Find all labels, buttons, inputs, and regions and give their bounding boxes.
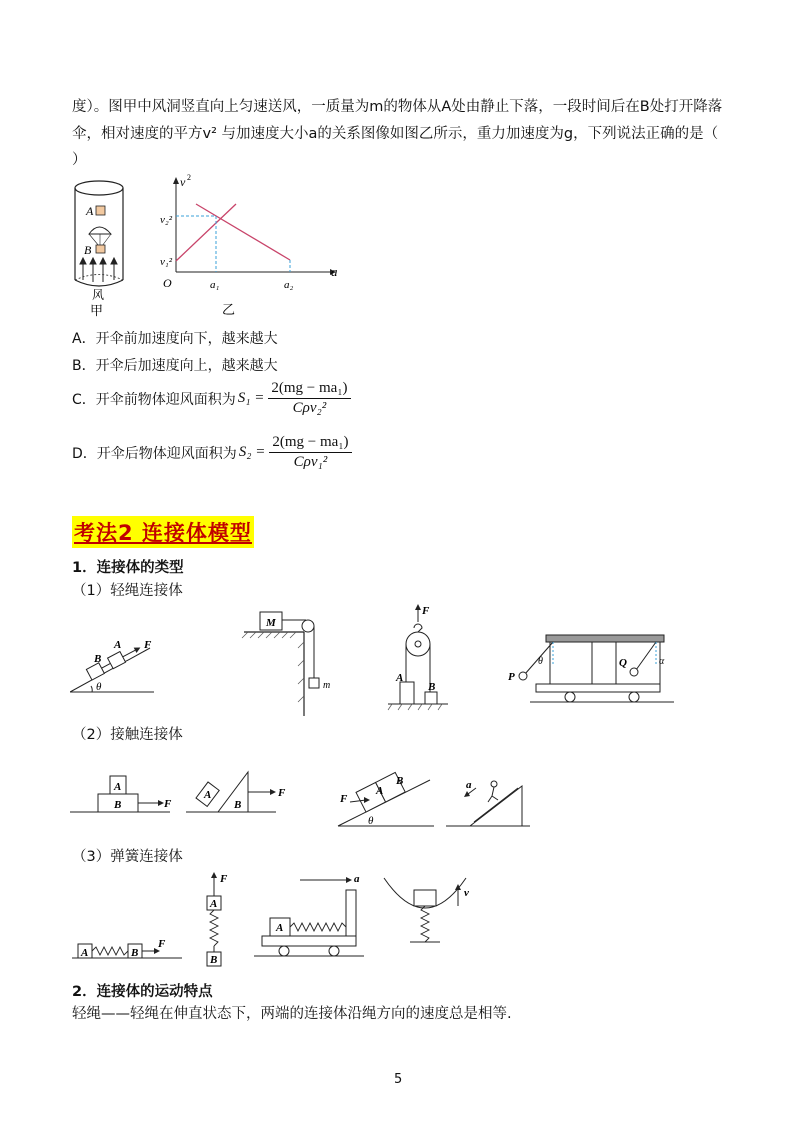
- svg-text:B: B: [210, 954, 218, 966]
- svg-text:F: F: [422, 605, 430, 617]
- subsection-2-text: 轻绳——轻绳在伸直状态下，两端的连接体沿绳方向的速度总是相等.: [72, 1006, 512, 1022]
- option-d-text: D．开伞后物体迎风面积为: [72, 445, 237, 462]
- option-b: B．开伞后加速度向上，越来越大: [72, 358, 278, 374]
- sub2-contact-title: （2）接触连接体: [72, 727, 183, 743]
- page-number: 5: [394, 1072, 403, 1087]
- svg-text:a: a: [466, 779, 472, 791]
- rope-cart-pendulums: [508, 635, 674, 702]
- svg-text:v: v: [464, 887, 469, 899]
- svg-text:v: v: [180, 175, 186, 189]
- line-before-open: [176, 204, 236, 261]
- svg-text:F: F: [158, 938, 166, 950]
- label-B: B: [84, 243, 92, 257]
- sub3-spring-title: （3）弹簧连接体: [72, 849, 183, 865]
- tick-a2: a₂: [284, 279, 294, 291]
- svg-text:B: B: [234, 799, 242, 811]
- caption-yi: 乙: [222, 302, 236, 317]
- contact-wedge: [186, 772, 286, 812]
- section-heading: 考法2 连接体模型: [72, 516, 254, 548]
- contact-stacked: [70, 776, 172, 812]
- svg-text:θ: θ: [368, 815, 374, 827]
- contact-connector-diagrams: [70, 762, 530, 830]
- x-axis-label: a: [331, 264, 338, 279]
- tick-v2sq: v₂²: [160, 214, 173, 226]
- svg-text:A: A: [276, 922, 284, 934]
- svg-text:B: B: [428, 681, 436, 693]
- tick-a1: a₁: [210, 279, 220, 291]
- svg-text:B: B: [131, 947, 139, 959]
- svg-text:A: A: [114, 639, 122, 651]
- svg-text:A: A: [376, 785, 384, 797]
- intro-line-3: ）: [72, 152, 87, 168]
- option-d-fraction: $\frac{\text{2(mg − ma₁)}}{\text{Cρv₁²}}$: [269, 434, 351, 471]
- option-d: [72, 434, 352, 471]
- svg-text:2: 2: [187, 173, 191, 182]
- line-after-open: [196, 204, 290, 260]
- svg-text:F: F: [220, 873, 228, 885]
- svg-text:θ: θ: [96, 681, 102, 693]
- svg-text:A: A: [204, 789, 212, 801]
- label-A: A: [86, 204, 94, 218]
- wind-tunnel-figure: [68, 176, 134, 320]
- svg-text:F: F: [278, 787, 286, 799]
- spring-cart: [254, 873, 364, 956]
- option-c-lhs: S₁ =: [237, 390, 265, 406]
- svg-text:F: F: [340, 793, 348, 805]
- wind-label: 风: [92, 288, 105, 302]
- svg-text:θ: θ: [538, 656, 543, 667]
- sub1-rope-title: （1）轻绳连接体: [72, 583, 183, 599]
- subsection-2-title: 2．连接体的运动特点: [72, 984, 213, 1000]
- contact-person-ramp: [446, 779, 530, 826]
- caption-jia: 甲: [90, 303, 104, 318]
- svg-text:B: B: [114, 799, 122, 811]
- svg-text:A: A: [396, 672, 404, 684]
- spring-vertical: [207, 872, 228, 966]
- subsection-1-title: 1．连接体的类型: [72, 560, 184, 576]
- rope-table-pulley: [242, 612, 330, 716]
- svg-text:m: m: [323, 680, 331, 691]
- intro-line-2: 伞，相对速度的平方v² 与加速度大小a的关系图像如图乙所示，重力加速度为g，下列说法正确的是（: [72, 126, 719, 142]
- svg-text:P: P: [508, 671, 515, 683]
- option-a: A．开伞前加速度向下，越来越大: [72, 331, 278, 347]
- svg-text:α: α: [659, 656, 665, 667]
- rope-hanging-pulley: [388, 604, 448, 710]
- intro-line-1: 度）。图甲中风洞竖直向上匀速送风，一质量为m的物体从A处由静止下落，一段时间后在B处打开降落: [72, 99, 723, 115]
- spring-horizontal: [72, 938, 182, 959]
- rope-connector-diagrams: [70, 600, 690, 720]
- option-d-lhs: S₂ =: [238, 444, 266, 460]
- svg-text:F: F: [144, 639, 152, 651]
- option-c-fraction: $\frac{\text{2(mg − ma₁)}}{\text{Cρv₂²}}$: [268, 380, 350, 417]
- svg-text:F: F: [164, 798, 172, 810]
- svg-text:A: A: [114, 781, 122, 793]
- svg-text:A: A: [210, 898, 218, 910]
- svg-text:M: M: [266, 617, 276, 629]
- origin-label: O: [163, 276, 172, 290]
- svg-text:Q: Q: [619, 657, 627, 669]
- svg-text:B: B: [94, 653, 102, 665]
- svg-text:A: A: [81, 947, 89, 959]
- spring-connector-diagrams: [70, 868, 490, 968]
- contact-incline: [338, 772, 434, 827]
- v2-a-graph: [158, 172, 338, 322]
- spring-bowl: [384, 878, 469, 942]
- option-c: [72, 380, 351, 417]
- option-c-text: C．开伞前物体迎风面积为: [72, 391, 236, 408]
- tick-v1sq: v₁²: [160, 256, 173, 268]
- svg-text:a: a: [354, 873, 360, 885]
- rope-incline: [70, 639, 154, 693]
- svg-text:B: B: [396, 775, 404, 787]
